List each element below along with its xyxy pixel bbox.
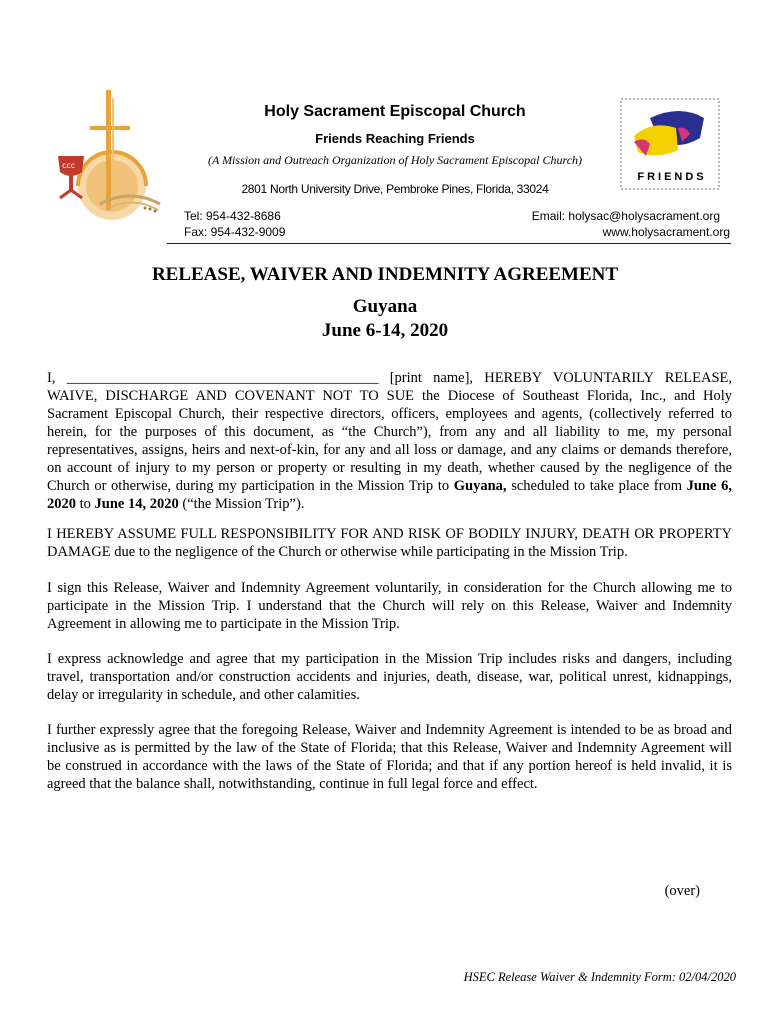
header-divider [167, 243, 731, 244]
destination-bold: Guyana, [453, 478, 507, 494]
scope-paragraph [47, 721, 732, 793]
release-text-2: scheduled to take place from [506, 478, 687, 494]
start-date-bold: June 6, 2020 [47, 478, 732, 512]
assumption-paragraph [47, 525, 732, 561]
release-text-3: to [76, 496, 95, 512]
church-name: Holy Sacrament Episcopal Church [264, 103, 526, 120]
assumption-text: I HEREBY ASSUME FULL RESPONSIBILITY FOR AND RISK OF BODILY INJURY, DEATH OR PROPERTY DAMAGE due to the negligence of the Church or otherwise while participating in the Mission Trip. [47, 526, 732, 560]
release-paragraph [47, 369, 732, 513]
scope-text: I further expressly agree that the foregoing Release, Waiver and Indemnity Agreement is intended to be as broad and inclusive as is permitted by the law of the State of Florida; that this Release, Waiver and Indemnity Agreement will be construed in accordance with the laws of the State of Florida; and that if any portion hereof is held invalid, it is agreed that the balance shall, notwithstanding, continue in full legal force and effect. [47, 722, 732, 792]
website-link[interactable]: www.holysacrament.org [602, 225, 730, 239]
church-subtitle: (A Mission and Outreach Organization of Holy Sacrament Episcopal Church) [207, 153, 583, 167]
trip-destination: Guyana [352, 296, 418, 317]
document-title: RELEASE, WAIVER AND INDEMNITY AGREEMENT [151, 264, 619, 285]
email[interactable]: Email: holysac@holysacrament.org [531, 209, 720, 223]
telephone: Tel: 954-432-8686 [184, 209, 281, 223]
risks-paragraph [47, 650, 732, 704]
voluntary-paragraph [47, 579, 732, 633]
church-address: 2801 North University Drive, Pembroke Pines, Florida, 33024 [241, 182, 549, 196]
friends-logo-label: FRIENDS [637, 171, 707, 183]
over-note: (over) [664, 883, 700, 899]
church-tagline: Friends Reaching Friends [315, 131, 475, 146]
form-footer: HSEC Release Waiver & Indemnity Form: 02/04/2020 [463, 970, 736, 984]
trip-dates: June 6-14, 2020 [321, 320, 449, 341]
end-date-bold: June 14, 2020 [94, 496, 179, 512]
voluntary-text: I sign this Release, Waiver and Indemnity Agreement voluntarily, in consideration for the Church allowing me to participate in the Mission Trip. I understand that the Church will rely on this Release, Waiver and Indemnity Agreement in allowing me to participate in the Mission Trip. [47, 580, 732, 632]
release-text: I, ___________________________________________ [print name], HEREBY VOLUNTARILY RELEASE, WAIVE, DISCHARGE AND COVENANT NOT TO SUE the Diocese of Southeast Florida, Inc., and Holy Sacrament Episcopal Church, their respective directors, officers, employees and agents, (collectively referred to herein, for the purposes of this document, as “the Church”), from any and all liability to me, my personal representatives, assigns, heirs and next-of-kin, for any and all loss or damage, and any claims or demands therefore, on account of injury to my person or property or resulting in my death, whether caused by the negligence of the Church or otherwise, during my participation in the Mission Trip to [47, 370, 732, 494]
fax: Fax: 954-432-9009 [184, 225, 286, 239]
release-text-4: (“the Mission Trip”). [178, 496, 305, 512]
svg-text:ccc: ccc [62, 161, 76, 170]
risks-text: I express acknowledge and agree that my participation in the Mission Trip includes risks and dangers, including travel, transportation and/or construction accidents and injuries, death, disease, war, political unrest, kidnappings, delay or irregularity in schedule, and other calamities. [47, 651, 732, 703]
